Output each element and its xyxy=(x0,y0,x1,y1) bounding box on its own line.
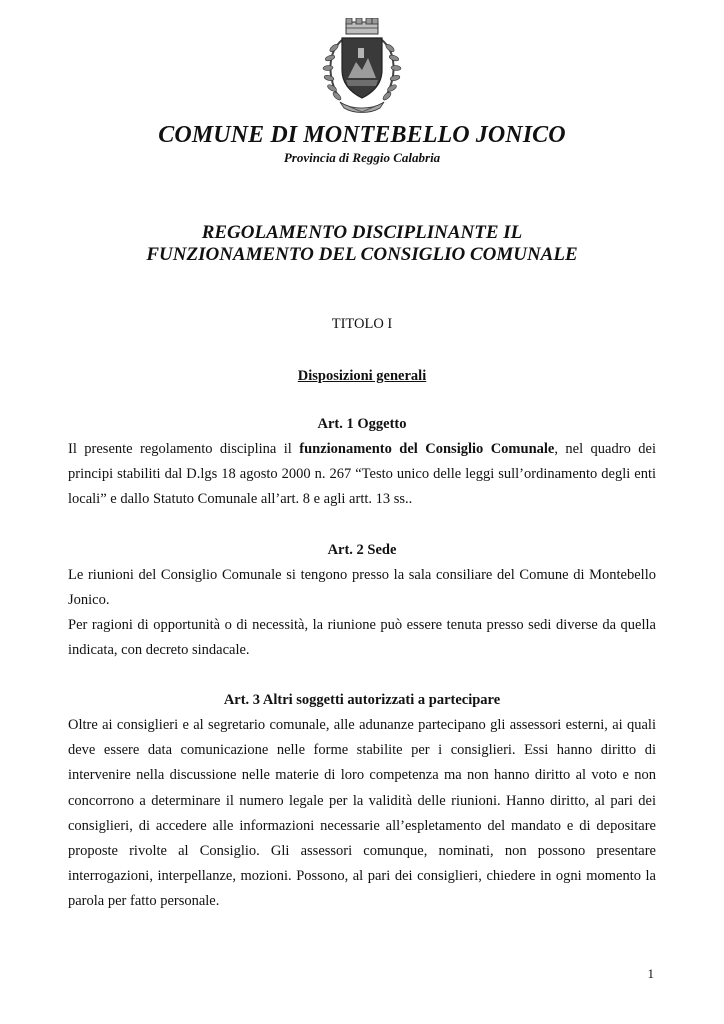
municipal-crest-icon xyxy=(318,18,406,116)
article-1-text-end: , nel quadro dei principi stabiliti dal D.lgs 18 agosto 2000 n. 267 “Testo unico delle leggi sull’ordinamento degli enti locali” e dallo Statuto Comunale all’art. 8 e agli artt. 13 ss.. xyxy=(68,441,656,508)
article-1-paragraph xyxy=(68,437,656,513)
article-1-text-start: Il presente regolamento disciplina il xyxy=(68,441,300,457)
regulation-title-line-2: FUNZIONAMENTO DEL CONSIGLIO COMUNALE xyxy=(146,244,578,265)
article-2-heading: Art. 2 Sede xyxy=(327,542,397,558)
provincia-subtitle: Provincia di Reggio Calabria xyxy=(283,150,441,165)
article-3-heading: Art. 3 Altri soggetti autorizzati a partecipare xyxy=(223,692,501,708)
article-1-heading: Art. 1 Oggetto xyxy=(317,416,407,432)
article-2-paragraph-1: Le riunioni del Consiglio Comunale si tengono presso la sala consiliare del Comune di Montebello Jonico. xyxy=(68,567,656,609)
regulation-title-line-1: REGOLAMENTO DISCIPLINANTE IL xyxy=(201,222,523,243)
comune-title: COMUNE DI MONTEBELLO JONICO xyxy=(158,122,566,148)
article-2-paragraph-2: Per ragioni di opportunità o di necessità, la riunione può essere tenuta presso sedi diverse da quella indicata, con decreto sindacale. xyxy=(68,617,656,659)
article-3-paragraph: Oltre ai consiglieri e al segretario comunale, alle adunanze partecipano gli assessori esterni, ai quali deve essere data comunicazione nelle forme stabilite per i consiglieri. Essi hanno diritto di intervenire nella discussione nelle materie di loro competenza ma non hanno diritto al voto e non concorrono a determinare il numero legale per la validità delle riunioni. Hanno diritto, al pari dei consiglieri, di accedere alle informazioni necessarie all’espletamento del mandato e di depositare proposte rivolte al Consiglio. Gli assessori comunque, nominati, non possono presentare interrogazioni, interpellanze, mozioni. Possono, al pari dei consiglieri, chiedere in ogni momento la parola per fatto personale. xyxy=(68,717,656,910)
section-heading-text: Disposizioni generali xyxy=(297,368,427,384)
article-1-bold-text: funzionamento del Consiglio Comunale xyxy=(299,441,555,457)
section-heading xyxy=(0,368,724,385)
page-number: 1 xyxy=(647,966,654,981)
titolo-heading: TITOLO I xyxy=(331,316,393,332)
